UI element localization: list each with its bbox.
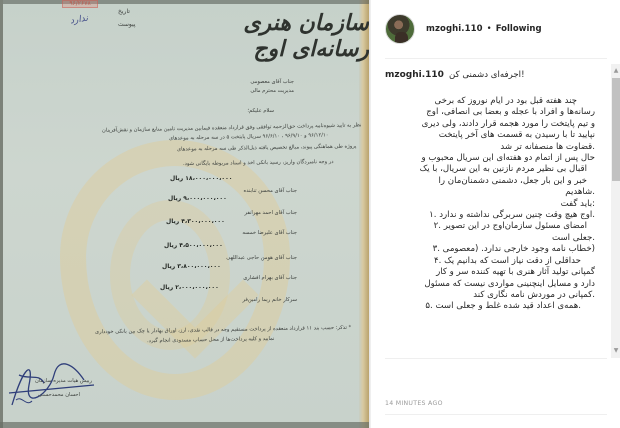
caption-line: حداقلی از دقت نیاز است که بدانیم یک .۴	[433, 255, 581, 266]
post-header	[371, 0, 620, 58]
bottom-divider	[385, 414, 607, 415]
handwritten-mark: ندارد	[69, 13, 89, 27]
caption-username-link[interactable]: mzoghi.110	[385, 70, 444, 80]
caption-title: !اجرفه‌ای دشمنی کن	[448, 70, 525, 80]
payee-amount: ۳،۸۰۰،۰۰۰،۰۰۰ ریال	[162, 263, 221, 270]
caption-line: خبر و این بار جعل، دشمنی دشمنان‌مان را	[438, 175, 587, 186]
caption-line: رسانه‌ها و افراد با عجله و بعضا بی انصافی، اوج	[426, 107, 595, 118]
caption-line: چند هفته قبل بود در ایام نوروز که برخی	[434, 96, 577, 106]
date-label: تاریخ	[118, 8, 130, 15]
photo-shadow-bottom	[0, 422, 370, 428]
body-line-2: ۹۶/۱۲/۱۰ و ۹۶/۹/۱۰ ، ۹۶/۶/۱۰ سریال پایتخت ۵ در سه مرحله به موعدهای	[169, 132, 330, 142]
footer-note-line1: * تذکر: حسب بند ۱۱ قرارداد منعقده از پرداخت مستقیم وجه در قالب نقدی، ارز، اوراق بهادار یا چک بین بانکی خودداری	[94, 324, 352, 336]
caption-header	[385, 68, 607, 82]
footer-note-line2: نمایید و کلیه پرداخت‌ها از محل حساب مسدودی انجام گیرد.	[146, 335, 275, 345]
caption-line: اقبال بی نظیر مردم نازنین به این سریال، با یک	[419, 164, 587, 175]
payee-name: جناب آقای بهرام افشاری	[243, 275, 297, 281]
caption-line: .همه‌ی اعداد قید شده غلط و جعلی است .۵	[425, 301, 581, 312]
caption-line: دارد و مسایل اینچنینی مواردی نیست که مسئول	[424, 278, 595, 289]
payee-name: جناب آقای علیرضا خمسه	[242, 230, 297, 236]
caption-line: (خطاب نامه وجود خارجی ندارد. (معصومی .۳	[432, 244, 595, 255]
signer-name: احسان محمدحسنی	[38, 392, 80, 398]
caption-line: امضای مسئول سازمان‌اوج در این تصویر .۲	[433, 221, 587, 232]
body-line-4: در وجه نامبردگان واریز، رسید بانکی اخذ و اسناد مربوطه بایگانی شود.	[183, 158, 335, 168]
payee-amount: ۲،۰۰۰،۰۰۰،۰۰۰ ریال	[160, 284, 219, 291]
caption-line: .جعلی است	[552, 232, 595, 243]
scroll-up-arrow-icon[interactable]: ▲	[613, 67, 619, 74]
payee-name: جناب آقای محسن تنابنده	[243, 188, 297, 194]
caption-comment	[385, 68, 607, 313]
recipient-line2: مدیریت محترم مالی	[250, 88, 294, 94]
photo-shadow-left	[0, 0, 3, 428]
caption-line: نپایید تا با رسیدن به قسمت های آخر پایتخت	[438, 130, 595, 141]
comments-scrollbar[interactable]	[611, 64, 620, 358]
payee-name: سرکار خانم ریما رامین‌فر	[242, 297, 297, 303]
caption-line: حال پس از اتمام دو هفته‌ای این سریال محبوب و	[421, 153, 595, 164]
caption-body	[385, 96, 607, 313]
header-divider	[385, 58, 607, 59]
attachment-label: پیوست	[118, 21, 136, 28]
caption-line: و تیم پایتخت را مورد هجمه قرار دادند، ولی دیری	[421, 118, 595, 129]
post-timestamp[interactable]: 14 MINUTES AGO	[385, 400, 443, 407]
body-line-3: پروژه طی هماهنگی پیوند، مبالغ تخصیص یافته ذیل‌الذکر طی سه مرحله به موعدهای	[177, 143, 358, 153]
avatar[interactable]	[385, 14, 415, 44]
paper-edge	[359, 0, 369, 428]
payee-amount: ۴،۳۰۰،۰۰۰،۰۰۰ ریال	[166, 218, 225, 225]
photo-shadow-top	[0, 0, 370, 4]
letterhead: سازمان هنری رسانه‌ای اوج	[243, 10, 369, 62]
letter-number-stamp: ۹۶/۲۶۷۸	[62, 0, 98, 8]
caption-line: .شاهدیم	[565, 187, 595, 198]
following-button[interactable]: Following	[495, 24, 542, 34]
caption-line: .کمپانی در موردش نامه نگاری کند	[473, 289, 595, 300]
caption-line: :باید گفت	[560, 198, 595, 209]
signer-title: رییس هیات مدیره سازمان	[35, 378, 92, 384]
comments-area[interactable]	[371, 64, 620, 358]
payee-amount: ۹،۰۰۰،۰۰۰،۰۰۰ ریال	[168, 195, 227, 202]
comments-divider	[385, 358, 607, 359]
caption-line: .قضاوت ها منصفانه تر شد	[500, 141, 595, 152]
post-sidebar	[370, 0, 620, 428]
payee-name: جناب آقای احمد مهرانفر	[244, 210, 297, 216]
recipient-line1: جناب آقای معصومی	[250, 79, 294, 85]
caption-line: .اوج هیچ وقت چنین سربرگی نداشته و ندارد .۱	[429, 210, 595, 221]
body-line-1: نظر به تایید شیوه‌نامه پرداخت حق‌الزحمه توافقی وفق قرارداد منعقده فیمابین مدیریت تامین منابع سازمان و نقش‌آفرینان	[101, 122, 362, 134]
header-username-link[interactable]: mzoghi.110	[426, 24, 483, 34]
payee-amount: ۴،۵۰۰،۰۰۰،۰۰۰ ریال	[164, 242, 223, 249]
header-separator: •	[486, 24, 492, 34]
greeting: سلام علیکم؛	[247, 108, 274, 114]
scrollbar-thumb[interactable]	[612, 78, 620, 181]
caption-line: گمپانی تولید آثار هنری با تهیه کننده سر و کار	[436, 267, 595, 278]
scroll-down-arrow-icon[interactable]: ▼	[613, 347, 619, 354]
payee-amount: ۱۸،۰۰۰،۰۰۰،۰۰۰ ریال	[170, 175, 233, 182]
payee-name: جناب آقای هومن حاجی عبداللهی	[226, 255, 297, 261]
